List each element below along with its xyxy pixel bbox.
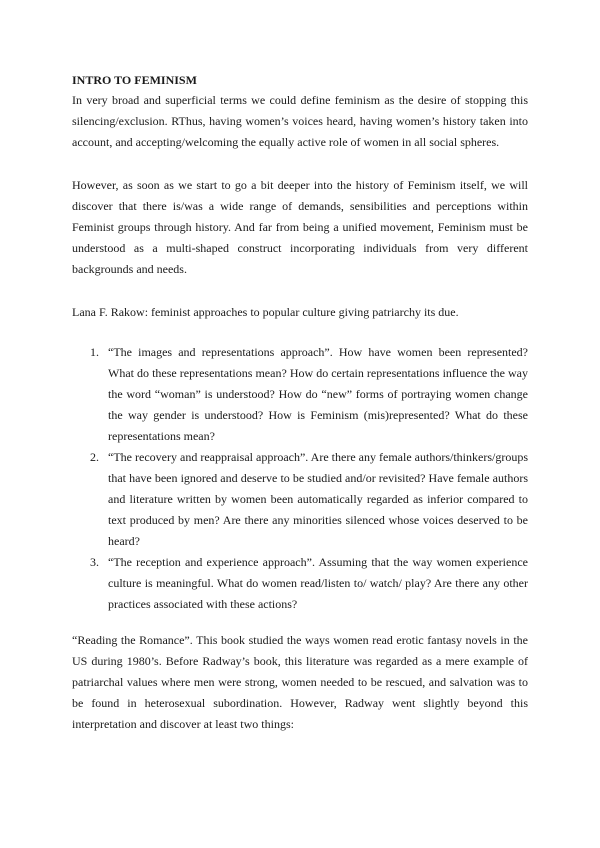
- list-item-text: “The recovery and reappraisal approach”. Are there any female authors/thinkers/groups that have been ignored and deserve to be studied and/or revisited? Have female authors and literature written by women been automatically regarded as inferior compared to text produced by men? Are there any minorities silenced whose voices deserved to be heard?: [108, 450, 528, 548]
- list-item-number: 3.: [90, 555, 99, 569]
- page-title: INTRO TO FEMINISM: [72, 73, 197, 87]
- list-item-text: “The reception and experience approach”. Assuming that the way women experience culture is meaningful. What do women read/listen to/ watch/ play? Are there any other practices associated with these actions?: [108, 555, 528, 611]
- paragraph-rakow: Lana F. Rakow: feminist approaches to popular culture giving patriarchy its due.: [72, 305, 459, 319]
- list-item: [72, 342, 528, 447]
- list-item-number: 1.: [90, 345, 99, 359]
- list-item-text: “The images and representations approach”. How have women been represented? What do these representations mean? How do certain representations influence the way the word “woman” is understood? How do “new” forms of portraying women change the way gender is understood? How is Feminism (mis)represented? What do these representations mean?: [108, 345, 528, 443]
- paragraph-history: However, as soon as we start to go a bit deeper into the history of Feminism itself, we will discover that there is/was a wide range of demands, sensibilities and perceptions within Feminist groups through history. And far from being a unified movement, Feminism must be understood as a multi-shaped construct incorporating individuals from very different backgrounds and needs.: [72, 178, 528, 276]
- paragraph-reading-the-romance: “Reading the Romance”. This book studied the ways women read erotic fantasy novels in the US during 1980’s. Before Radway’s book, this literature was regarded as a mere example of patriarchal values where men were strong, women needed to be rescued, and salvation was to be found in heterosexual subordination. However, Radway went slightly beyond this interpretation and discover at least two things:: [72, 633, 528, 731]
- list-item-number: 2.: [90, 450, 99, 464]
- list-item: [72, 552, 528, 615]
- paragraph-definition: In very broad and superficial terms we could define feminism as the desire of stopping this silencing/exclusion. RThus, having women’s voices heard, having women’s history taken into account, and accepting/welcoming the equally active role of women in all social spheres.: [72, 93, 528, 149]
- approaches-list: [72, 342, 528, 615]
- list-item: [72, 447, 528, 552]
